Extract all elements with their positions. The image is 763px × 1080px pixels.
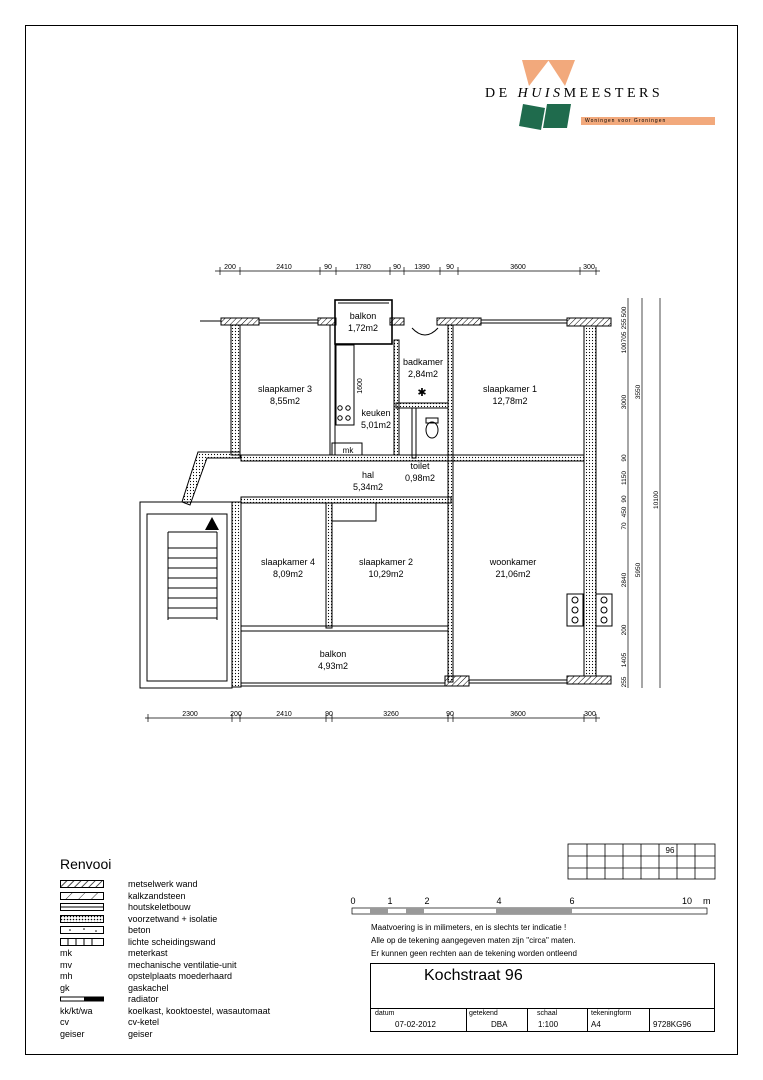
notes (371, 921, 577, 960)
dim-right-5: 3000 (621, 394, 628, 410)
legend-code: cv (60, 1017, 69, 1027)
drawing-code: 9728KG96 (653, 1020, 692, 1029)
dim-top-5: 90 (393, 264, 401, 271)
dim-right-total: 10100 (653, 490, 660, 510)
note-line: Er kunnen geen rechten aan de tekening worden ontleend (371, 949, 577, 958)
dimension-line-bottom (145, 711, 600, 722)
scale-label-2: 2 (424, 896, 430, 906)
legend-list (60, 879, 320, 1040)
legend-text: koelkast, kooktoestel, wasautomaat (128, 1005, 271, 1016)
dim-top-7: 90 (446, 264, 454, 271)
dim-bottom-4: 90 (325, 711, 333, 718)
dim-top-8: 3600 (510, 264, 526, 271)
dim-right-13: 1405 (621, 652, 628, 668)
dimension-labels-right (621, 306, 660, 687)
room-slaapkamer-1: slaapkamer 1 12,78m2 (482, 384, 538, 406)
legend-text: beton (128, 925, 151, 935)
drawing-title: Kochstraat 96 (424, 967, 523, 984)
note-line: Alle op de tekening aangegeven maten zijn "circa" maten. (371, 936, 576, 945)
dim-kitchen: 1600 (357, 378, 364, 394)
field-value-datum: 07-02-2012 (395, 1020, 436, 1029)
legend-code: mh (60, 971, 73, 981)
dim-right-14: 255 (621, 676, 628, 688)
scale-label-10: 10 (681, 896, 693, 906)
room-slaapkamer-4: slaapkamer 4 8,09m2 (260, 557, 316, 579)
legend-code: gk (60, 982, 70, 993)
dim-right-1: 500 (621, 306, 628, 318)
dim-right-9: 450 (621, 506, 628, 518)
dim-top-1: 200 (224, 264, 236, 271)
scale-label-6: 6 (569, 896, 575, 906)
legend-text: mechanische ventilatie-unit (128, 959, 237, 970)
legend-text: houtskeletbouw (128, 902, 191, 912)
legend-item (60, 971, 320, 983)
legend-code: mv (60, 959, 72, 970)
dim-bottom-8: 300 (584, 711, 596, 718)
legend-item (60, 879, 320, 891)
legend-text: voorzetwand + isolatie (128, 913, 218, 924)
entrance-arrow-icon (205, 517, 219, 530)
dim-right-10: 70 (621, 522, 628, 530)
dim-bottom-7: 3600 (510, 711, 526, 718)
legend-symbol-double (60, 903, 104, 914)
room-slaapkamer-2: slaapkamer 2 10,29m2 (358, 557, 414, 579)
legend-symbol-hatch (60, 880, 104, 891)
legend-symbol-light (60, 938, 104, 949)
scale-label-0: 0 (350, 896, 356, 906)
legend-code: mk (60, 948, 72, 958)
legend-code: kk/kt/wa (60, 1005, 93, 1016)
field-value-getekend: DBA (491, 1020, 508, 1029)
legend-text: gaskachel (128, 982, 169, 993)
logo-emphasis: HUIS (517, 86, 564, 101)
dim-right-4: 100 (621, 342, 628, 354)
dim-top-3: 90 (324, 264, 332, 271)
dim-bottom-3: 2410 (276, 711, 292, 718)
legend-text: lichte scheidingswand (128, 936, 216, 947)
legend-item (60, 960, 320, 972)
legend-text: radiator (128, 994, 159, 1004)
legend-item (60, 902, 320, 914)
legend-text: meterkast (128, 948, 168, 958)
legend-item (60, 1029, 320, 1041)
legend-item (60, 925, 320, 937)
legend-code: geiser (60, 1028, 85, 1039)
legend-item (60, 891, 320, 903)
note-line: Maatvoering is in milimeters, en is slechts ter indicatie ! (371, 923, 567, 932)
room-slaapkamer-3: slaapkamer 3 8,55m2 (257, 384, 313, 406)
logo-prefix: DE (485, 86, 518, 101)
walls (140, 300, 612, 688)
room-hal: hal 5,34m2 (352, 470, 384, 492)
title-block (370, 963, 715, 1032)
legend-text: geiser (128, 1028, 153, 1039)
room-badkamer: badkamer 2,84m2 (402, 357, 444, 379)
room-woonkamer: woonkamer 21,06m2 (489, 557, 537, 579)
legend-item (60, 1006, 320, 1018)
scale-label-1: 1 (387, 896, 393, 906)
dim-bottom-6: 90 (446, 711, 454, 718)
legend-text: kalkzandsteen (128, 890, 186, 901)
light-point-icon: ✱ (417, 387, 427, 399)
room-meterkast: mk (342, 446, 354, 455)
field-label-datum: datum (375, 1010, 395, 1017)
legend-text: cv-ketel (128, 1017, 160, 1027)
grid-table (567, 843, 717, 881)
dim-bottom-1: 2300 (182, 711, 198, 718)
legend-item (60, 937, 320, 949)
dim-bottom-5: 3260 (383, 711, 399, 718)
legend-title: Renvooi (60, 856, 112, 872)
legend-item (60, 948, 320, 960)
legend-item (60, 983, 320, 995)
legend-item (60, 1017, 320, 1029)
title-fields (371, 1008, 714, 1032)
logo-tagline: Woningen voor Groningen (581, 117, 715, 125)
legend-text: opstelplaats moederhaard (128, 971, 233, 981)
field-label-getekend: getekend (469, 1010, 498, 1017)
room-keuken: keuken 5,01m2 (360, 408, 392, 430)
legend-item (60, 914, 320, 926)
scale-bar (345, 893, 715, 921)
dim-top-2: 2410 (276, 264, 292, 271)
field-label-tekeningform: tekeningform (591, 1010, 632, 1017)
dim-right-outer-1: 3550 (635, 384, 642, 400)
legend-symbol-concrete (60, 926, 104, 937)
dim-right-8: 90 (621, 495, 628, 503)
room-balkon-bottom: balkon 4,93m2 (317, 649, 349, 671)
dimension-line-top (215, 264, 600, 275)
field-label-schaal: schaal (537, 1010, 558, 1017)
legend-symbol-hatch-light (60, 892, 104, 903)
dim-bottom-2: 200 (230, 711, 242, 718)
logo-suffix: MEESTERS (563, 86, 664, 101)
dim-right-outer-2: 5950 (635, 562, 642, 578)
dim-top-9: 300 (583, 264, 595, 271)
dim-top-4: 1780 (355, 264, 371, 271)
dim-right-2: 255 (621, 318, 628, 330)
dim-right-3: 705 (621, 331, 628, 343)
scale-label-4: 4 (496, 896, 502, 906)
dim-right-11: 2840 (621, 572, 628, 588)
room-toilet: toilet 0,98m2 (404, 461, 436, 483)
dim-right-6: 90 (621, 454, 628, 462)
room-balkon-top: balkon 1,72m2 (347, 311, 379, 333)
legend-text: metselwerk wand (128, 879, 198, 889)
legend-item (60, 994, 320, 1006)
grid-number: 96 (665, 846, 675, 855)
dim-top-6: 1390 (414, 264, 430, 271)
legend-symbol-insulation (60, 915, 104, 926)
dim-right-12: 200 (621, 624, 628, 636)
dim-right-7: 1150 (621, 471, 628, 485)
field-value-schaal: 1:100 (538, 1020, 559, 1029)
legend-symbol-radiator (60, 995, 104, 1006)
scale-unit: m (703, 896, 711, 906)
field-value-tekeningform: A4 (591, 1020, 601, 1029)
